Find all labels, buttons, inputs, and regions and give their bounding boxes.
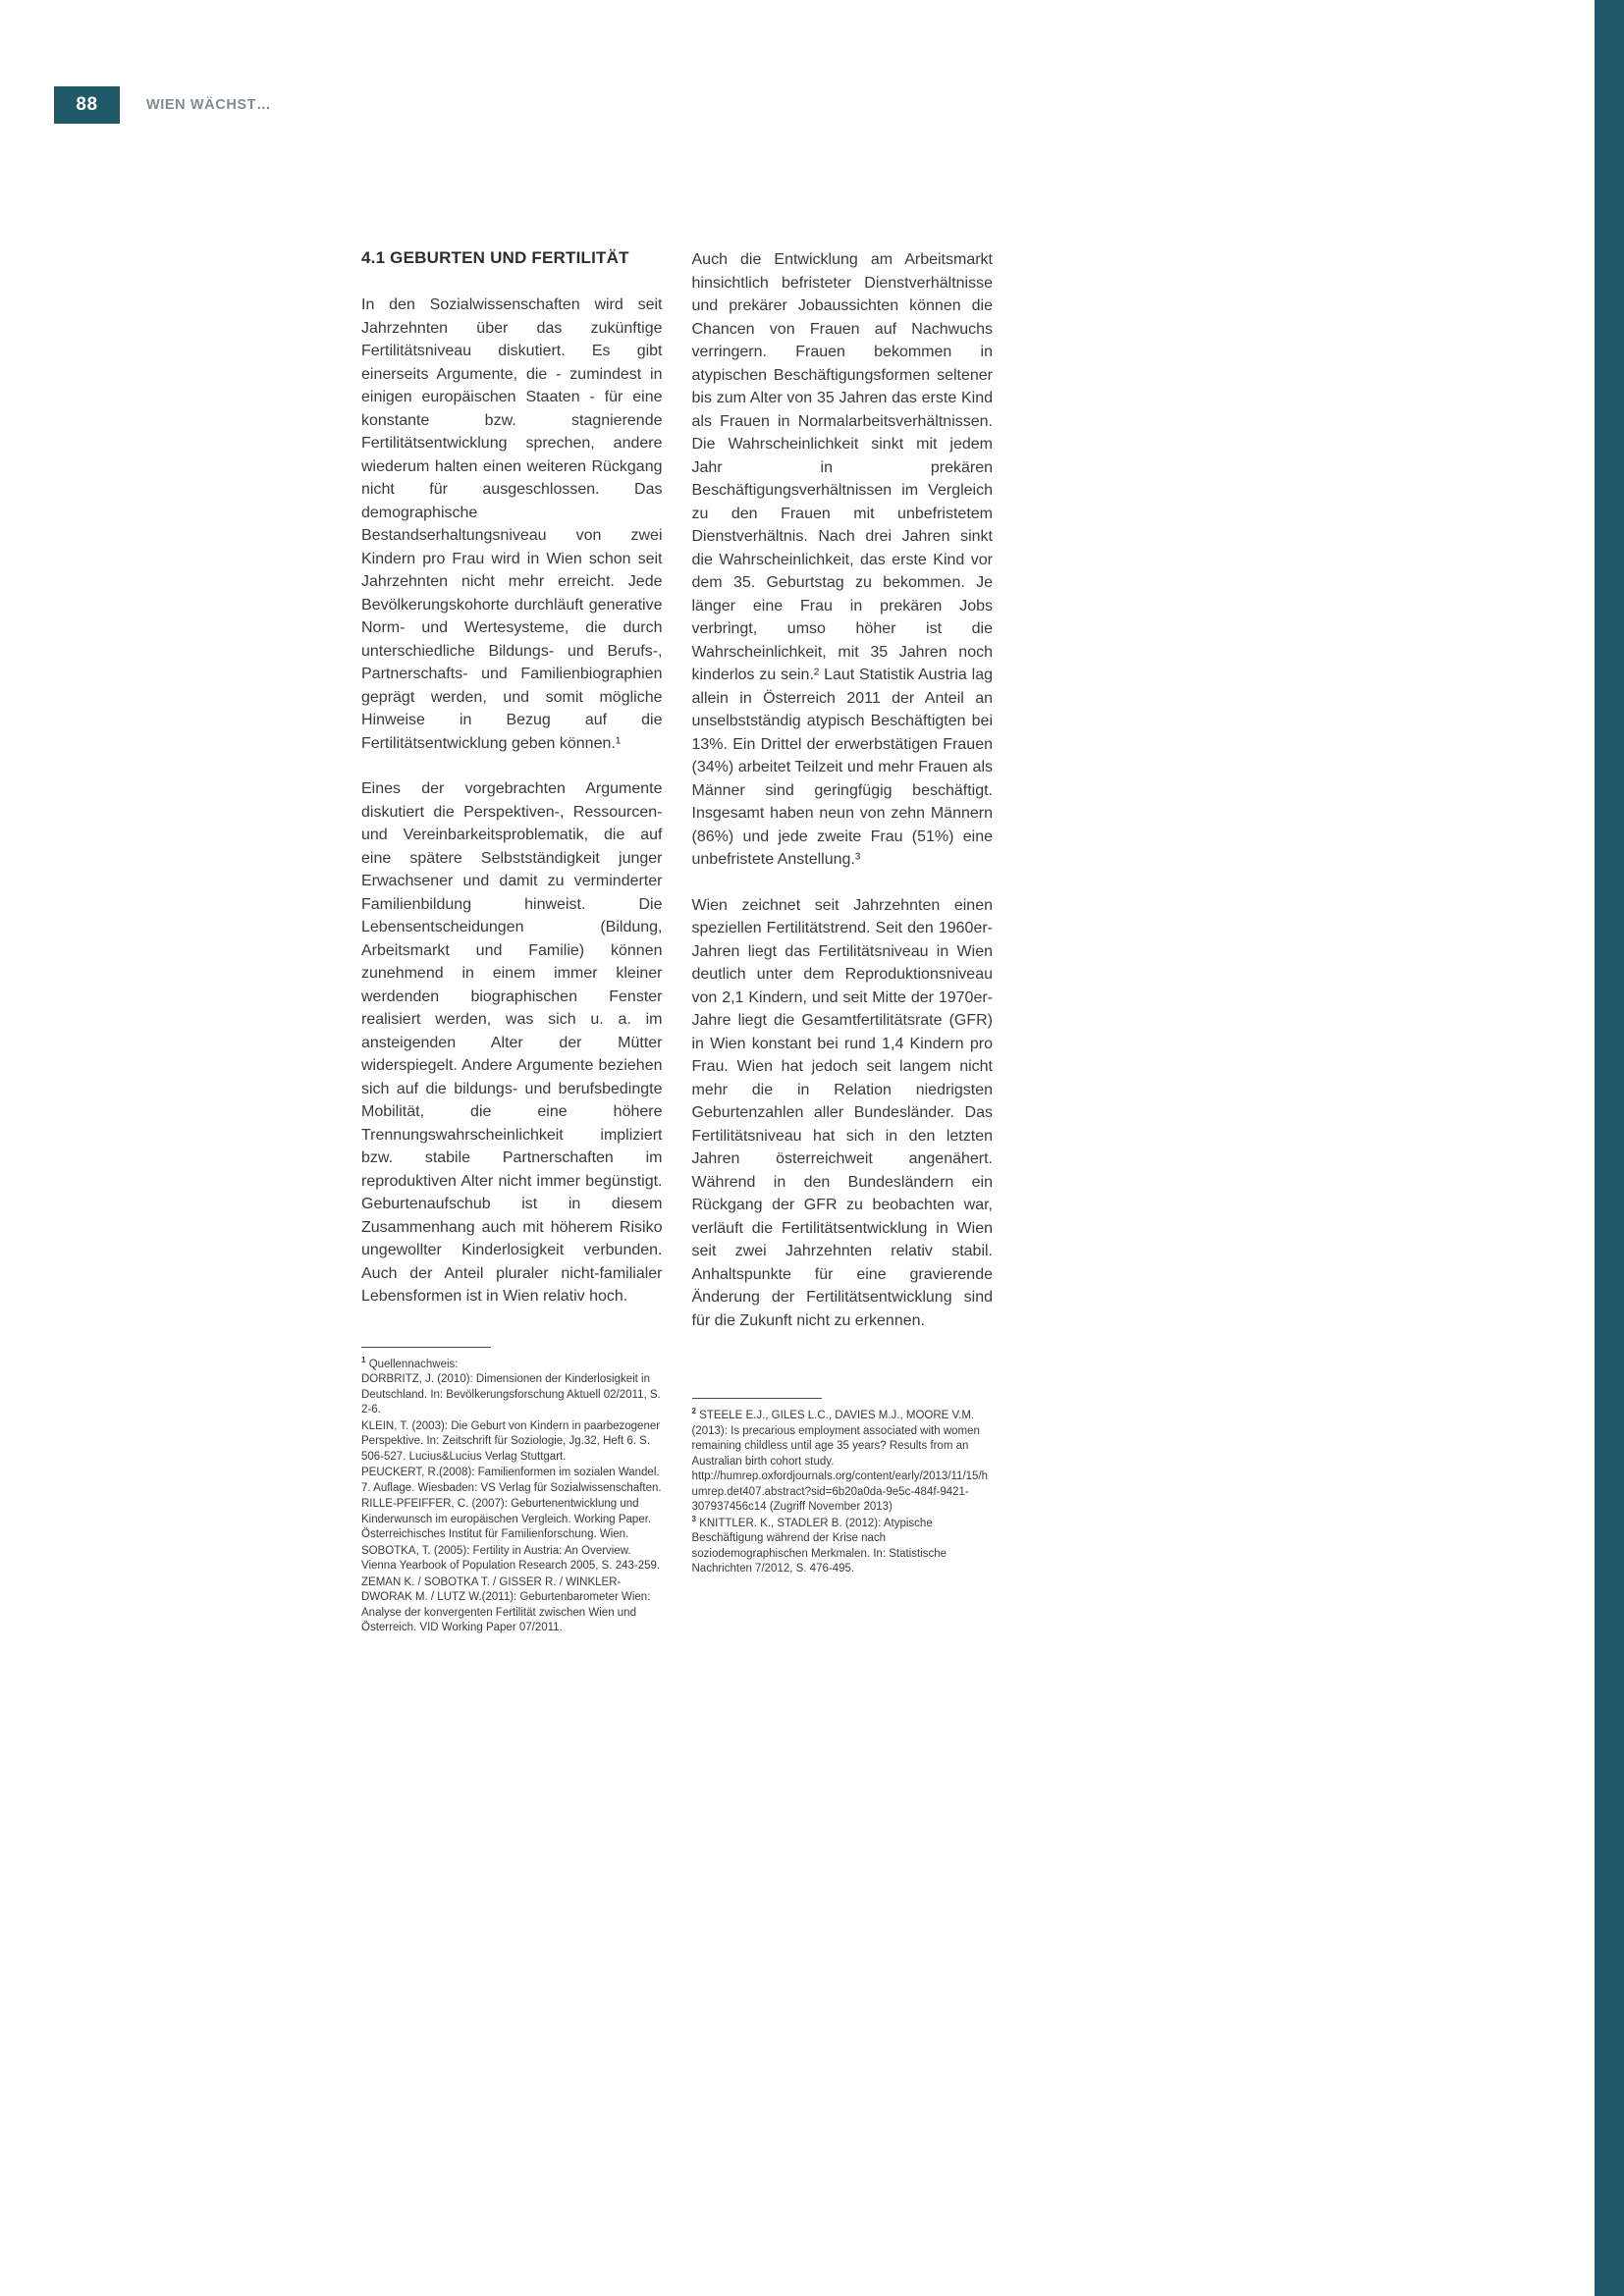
body-paragraph: Wien zeichnet seit Jahrzehnten einen speziellen Fertilitätstrend. Seit den 1960er-Jahren liegt das Fertilitätsniveau in Wien deutlich unter dem Reproduktionsniveau von 2,1 Kindern, und seit Mitte der 1970er-Jahre liegt die Gesamtfertilitätsrate (GFR) in Wien konstant bei rund 1,4 Kindern pro Frau. Wien hat jedoch seit langem nicht mehr die in Relation niedrigsten Geburtenzahlen aller Bundesländer. Das Fertilitätsniveau hat sich in den letzten Jahren österreichweit angenähert. Während in den Bundesländern ein Rückgang der GFR zu beobachten war, verläuft die Fertilitätsentwicklung in Wien seit zwei Jahrzehnten relativ stabil. Anhaltspunkte für eine gravierende Änderung der Fertilitätsentwicklung sind für die Zukunft nicht zu erkennen. — [691, 896, 993, 1329]
footnote-marker: 2 — [691, 1407, 696, 1416]
footnote-text: STEELE E.J., GILES L.C., DAVIES M.J., MOORE V.M. (2013): Is precarious employment associated with women remaining childless until age 35 years? Results from an Australian birth cohort study. http://humrep.oxfordjournals.org/content/early/2013/11/15/humrep.det407.abstract?sid=6b20a0da-9e5c-484f-9421-307937456c14 (Zugriff November 2013) — [691, 1410, 989, 1513]
footnote-reference: RILLE-PFEIFFER, C. (2007): Geburtenentwicklung und Kinderwunsch im europäischen Vergleich. Working Paper. Österreichisches Institut für Familienforschung. Wien. — [361, 1498, 652, 1540]
footnote-reference: PEUCKERT, R.(2008): Familienformen im sozialen Wandel. 7. Auflage. Wiesbaden: VS Verlag für Sozialwissenschaften. — [361, 1467, 662, 1494]
page-header — [54, 86, 271, 124]
article-content — [361, 248, 993, 1637]
body-paragraph: Eines der vorgebrachten Argumente diskutiert die Perspektiven-, Ressourcen- und Vereinbarkeitsproblematik, die auf eine spätere Selbstständigkeit junger Erwachsener und damit zu verminderter Familienbildung hinweist. Die Lebensentscheidungen (Bildung, Arbeitsmarkt und Familie) können zunehmend in einem immer kleiner werdenden biographischen Fenster realisiert werden, was sich u. a. im ansteigenden Alter der Mütter widerspiegelt. Andere Argumente beziehen sich auf die bildungs- und berufsbedingte Mobilität, die eine höhere Trennungswahrscheinlichkeit impliziert bzw. stabile Partnerschaften im reproduktiven Alter nicht immer begünstigt. Geburtenaufschub ist in diesem Zusammenhang auch mit höherem Risiko ungewollter Kinderlosigkeit verbunden. Auch der Anteil pluraler nicht-familialer Lebensformen ist in Wien relativ hoch. — [361, 780, 663, 1305]
body-paragraph: Auch die Entwicklung am Arbeitsmarkt hinsichtlich befristeter Dienstverhältnisse und prekärer Jobaussichten können die Chancen von Frauen auf Nachwuchs verringern. Frauen bekommen in atypischen Beschäftigungsformen seltener bis zum Alter von 35 Jahren das erste Kind als Frauen in Normalarbeitsverhältnissen. Die Wahrscheinlichkeit sinkt mit jedem Jahr in prekären Beschäftigungsverhältnissen im Vergleich zu den Frauen mit unbefristetem Dienstverhältnis. Nach drei Jahren sinkt die Wahrscheinlichkeit, das erste Kind vor dem 35. Geburtstag zu bekommen. Je länger eine Frau in prekären Jobs verbringt, umso höher ist die Wahrscheinlichkeit, mit 35 Jahren noch kinderlos zu sein.² Laut Statistik Austria lag allein in Österreich 2011 der Anteil an unselbstständig atypisch Beschäftigten bei 13%. Ein Drittel der erwerbstätigen Frauen (34%) arbeitet Teilzeit und mehr Frauen als Männer sind geringfügig beschäftigt. Insgesamt haben neun von zehn Männern (86%) und jede zweite Frau (51%) eine unbefristete Anstellung.³ — [691, 251, 993, 868]
body-paragraph: In den Sozialwissenschaften wird seit Jahrzehnten über das zukünftige Fertilitätsniveau diskutiert. Es gibt einerseits Argumente, die - zumindest in einigen europäischen Staaten - für eine konstante bzw. stagnierende Fertilitätsentwicklung sprechen, andere wiederum halten einen weiteren Rückgang nicht für ausgeschlossen. Das demographische Bestandserhaltungsniveau von zwei Kindern pro Frau wird in Wien schon seit Jahrzehnten nicht mehr erreicht. Jede Bevölkerungskohorte durchläuft generative Norm- und Wertesysteme, die durch unterschiedliche Bildungs- und Berufs-, Partnerschafts- und Familienbiographien geprägt werden, und somit mögliche Hinweise in Bezug auf die Fertilitätsentwicklung geben können.¹ — [361, 296, 663, 752]
footnote-label-line — [361, 1355, 663, 1373]
page-edge-accent-bar — [1595, 0, 1624, 2296]
footnote-reference: KLEIN, T. (2003): Die Geburt von Kindern in paarbezogener Perspektive. In: Zeitschrift für Soziologie, Jg.32, Heft 6. S. 506-527. Lucius&Lucius Verlag Stuttgart. — [361, 1419, 661, 1463]
page-number-badge: 88 — [54, 86, 120, 124]
footnotes-right — [692, 1398, 994, 1578]
footnote-reference: ZEMAN K. / SOBOTKA T. / GISSER R. / WINKLER-DWORAK M. / LUTZ W.(2011): Geburtenbarometer Wien: Analyse der konvergenten Fertilität zwischen Wien und Österreich. VID Working Paper 07/2011. — [361, 1575, 651, 1633]
right-column — [692, 248, 994, 1637]
footnote-reference: SOBOTKA, T. (2005): Fertility in Austria: An Overview. Vienna Yearbook of Population Research 2005, S. 243-259. — [361, 1544, 661, 1572]
footnote-marker: 3 — [691, 1514, 696, 1523]
footnote-marker: 1 — [361, 1355, 366, 1364]
footnote-reference — [691, 1514, 994, 1577]
section-heading: 4.1 GEBURTEN UND FERTILITÄT — [361, 248, 629, 267]
footnote-reference — [692, 1409, 994, 1516]
footnote-reference: DORBRITZ, J. (2010): Dimensionen der Kinderlosigkeit in Deutschland. In: Bevölkerungsforschung Aktuell 02/2011, S. 2-6. — [361, 1373, 661, 1415]
running-title: WIEN WÄCHST… — [146, 97, 272, 113]
footnote-label: Quellennachweis: — [368, 1358, 459, 1370]
footnote-divider — [692, 1398, 822, 1399]
footnotes-left — [361, 1347, 663, 1637]
footnote-divider — [361, 1347, 491, 1348]
footnote-text: KNITTLER. K., STADLER B. (2012): Atypische Beschäftigung während der Krise nach soziodemographischen Merkmalen. In: Statistische Nachrichten 7/2012, S. 476-495. — [691, 1517, 947, 1575]
left-column — [361, 248, 663, 1637]
